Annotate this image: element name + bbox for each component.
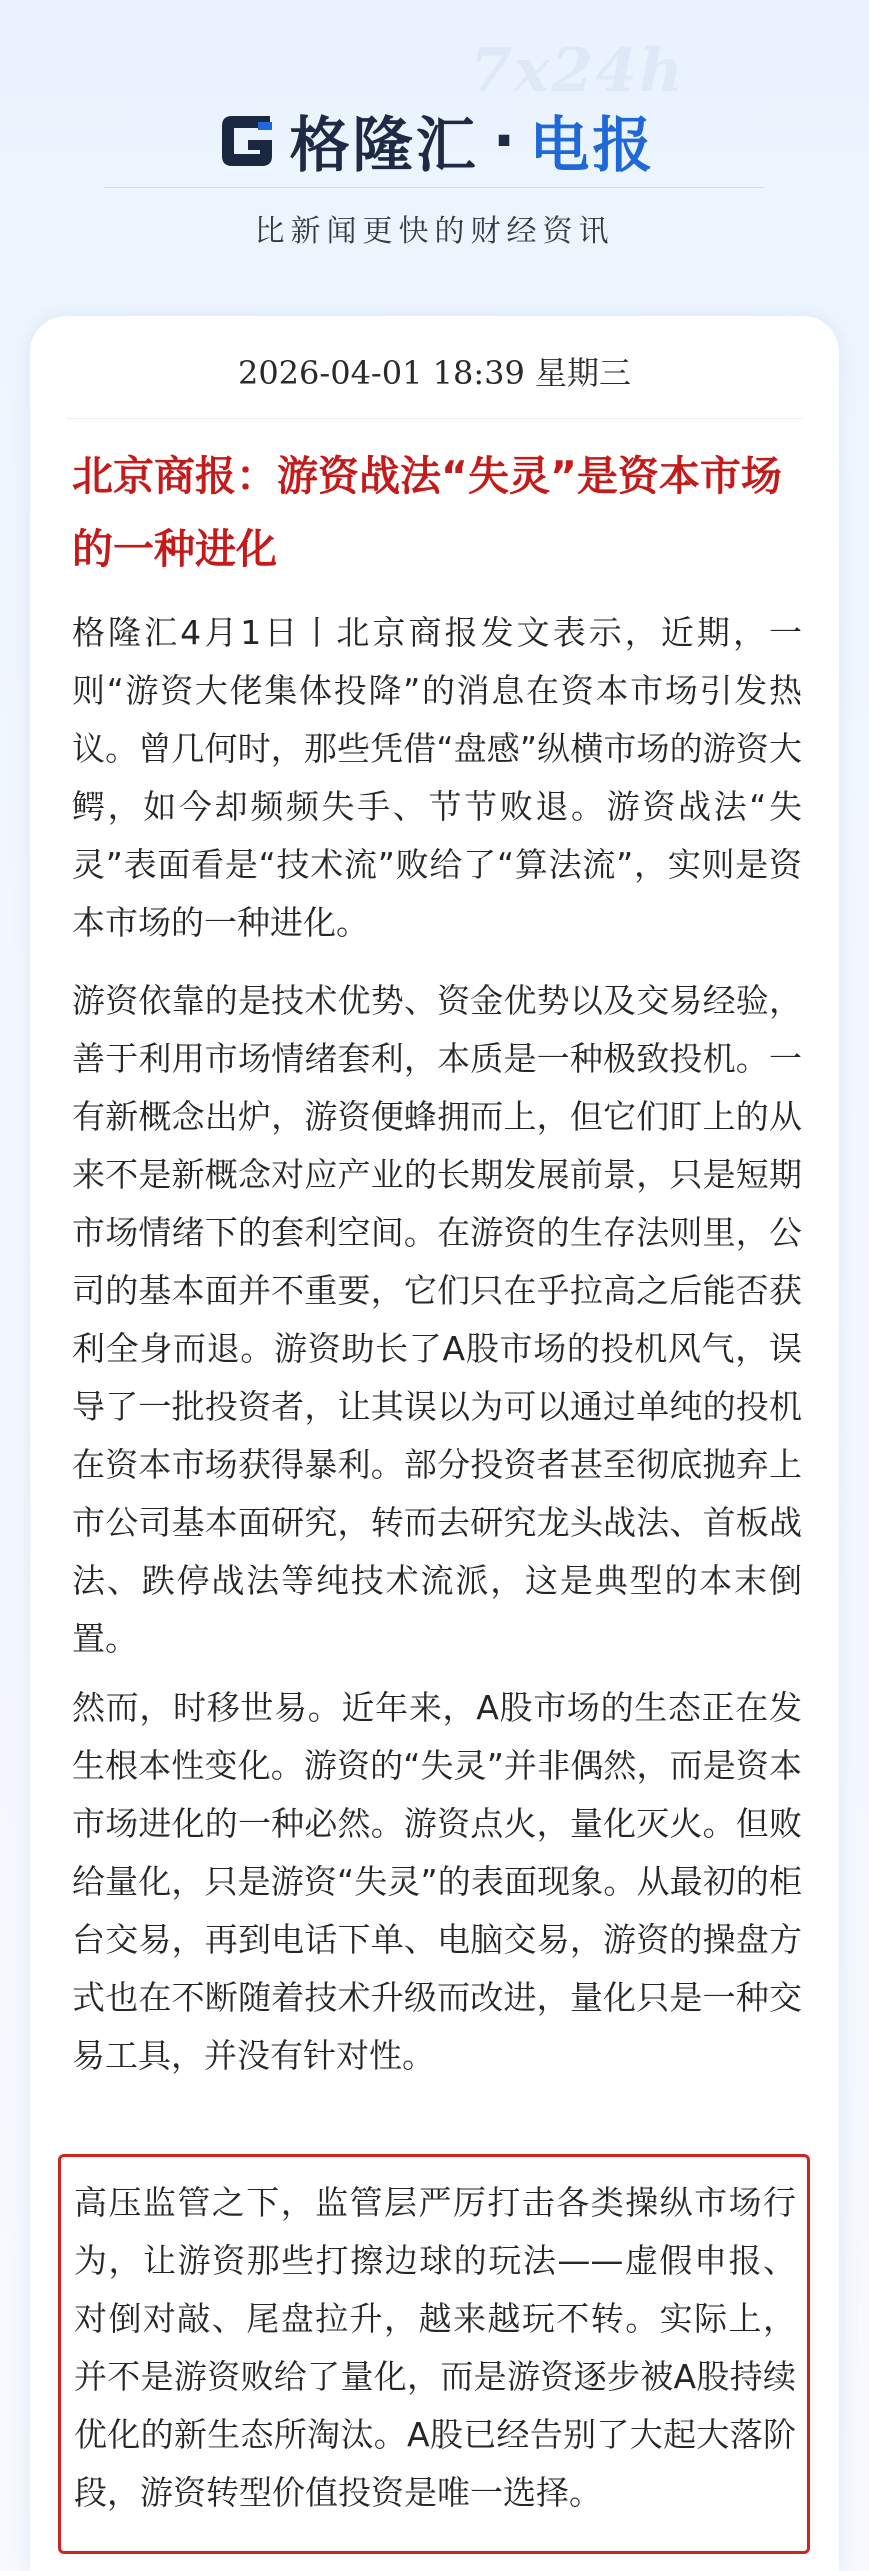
gelonghui-logo-icon (214, 108, 280, 174)
datetime-divider (66, 418, 803, 419)
brand-name: 格隆汇 (289, 111, 479, 181)
brand-header (0, 98, 869, 184)
article-paragraph-4-highlighted: 高压监管之下，监管层严厉打击各类操纵市场行为，让游资那些打擦边球的玩法——虚假申报、对倒对敲、尾盘拉升，越来越玩不转。实际上，并不是游资败给了量化，而是游资逐步被A股持续优化的新生态所淘汰。A股已经告别了大起大落阶段，游资转型价值投资是唯一选择。 (74, 2183, 796, 2512)
slogan: 比新闻更快的财经资讯 (254, 214, 615, 249)
article-paragraph-3: 然而，时移世易。近年来，A股市场的生态正在发生根本性变化。游资的“失灵”并非偶然，而是资本市场进化的一种必然。游资点火，量化灭火。但败给量化，只是游资“失灵”的表面现象。从最初的柜台交易，再到电话下单、电脑交易，游资的操盘方式也在不断随着技术升级而改进，量化只是一种交易工具，并没有针对性。 (72, 1688, 802, 2075)
article-datetime: 2026-04-01 18:39 星期三 (237, 354, 632, 392)
article-title: 北京商报：游资战法“失灵”是资本市场的一种进化 (72, 452, 782, 573)
article-paragraph-1: 格隆汇4月1日丨北京商报发文表示，近期，一则“游资大佬集体投降”的消息在资本市场引发热议。曾几何时，那些凭借“盘感”纵横市场的游资大鳄，如今却频频失手、节节败退。游资战法“失灵”表面看是“技术流”败给了“算法流”，实则是资本市场的一种进化。 (72, 613, 802, 942)
watermark-7x24h: 7x24h (470, 36, 685, 106)
article-card (30, 316, 839, 2571)
slogan-divider (104, 187, 764, 188)
product-name: 电报 (529, 111, 656, 181)
article-paragraph-2: 游资依靠的是技术优势、资金优势以及交易经验，善于利用市场情绪套利，本质是一种极致投机。一有新概念出炉，游资便蜂拥而上，但它们盯上的从来不是新概念对应产业的长期发展前景，只是短期市场情绪下的套利空间。在游资的生存法则里，公司的基本面并不重要，它们只在乎拉高之后能否获利全身而退。游资助长了A股市场的投机风气，误导了一批投资者，让其误以为可以通过单纯的投机在资本市场获得暴利。部分投资者甚至彻底抛弃上市公司基本面研究，转而去研究龙头战法、首板战法、跌停战法等纯技术流派，这是典型的本末倒置。 (72, 981, 802, 1658)
brand-separator: · (492, 106, 516, 176)
